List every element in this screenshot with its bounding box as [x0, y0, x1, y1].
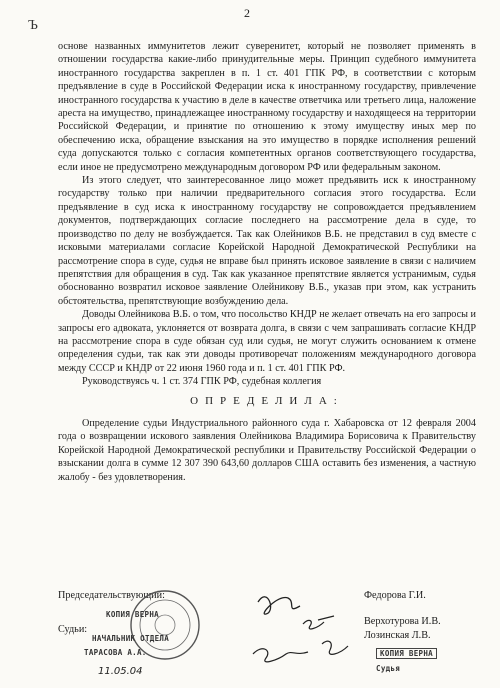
paragraph-1: основе названных иммунитетов лежит суверенитет, который не позволяет применять в отношении государства какие-либо принудительные меры. Принцип судебного иммунитета иностранного государства закреплен в п. 1 ст. 401 ГПК РФ, в соответствии с которым предъявление в суде в Российской Федерации иска к иностранному государству, привлечение иностранного государства к участию в деле в качестве ответчика или третьего лица, наложение ареста на имущество, принадлежащее иностранному государству и находящееся на территории Российской Федерации, и принятие по отношению к этому имуществу иных мер по обеспечению иска, обращение взыскания на это имущество в порядке исполнения решений суда допускаются только с согласия компетентных органов соответствующего государства, если иное не предусмотрено международным договором РФ или федеральным законом. [58, 41, 476, 173]
judge-1-name: Верхотурова И.В. [364, 616, 441, 627]
judges-label: Судьи: [58, 624, 88, 635]
document-body [58, 40, 476, 484]
judge-2-name: Лозинская Л.В. [364, 630, 431, 641]
ruling-heading: ОПРЕДЕЛИЛА: [190, 394, 344, 407]
ruling-paragraph: Определение судьи Индустриального районного суда г. Хабаровска от 12 февраля 2004 года о возвращении искового заявления Олейникова Владимира Борисовича к Правительству Корейской Народной Демократической республики и Правительству Российской Федерации о взыскании долга в сумме 12 307 390 643,60 долларов США оставить без изменения, а частную жалобу - без удовлетворения. [58, 417, 476, 483]
chair-name: Федорова Г.И. [364, 590, 426, 601]
paragraph-2: Из этого следует, что заинтересованное лицо может предъявить иск к иностранному государству только при наличии предварительного согласия этого государства. Если предъявление в суд иска к иностранному государству не сопровождается предъявлением документов, подтверждающих согласие последнего на рассмотрение дела в суде, то производство по делу не возбуждается. Так как Олейников В.Б. не представил в суд вместе с исковыми материалами согласие Корейской Народной Демократической Республики на рассмотрение спора в суде, судья не вправе был принять исковое заявление в связи с наличием препятствия для обращения в суд. Так как указанное препятствие является устранимым, судья обоснованно возвратил исковое заявление Олейникову В.Б., указав при этом, как устранить обстоятельства, препятствующие возбуждению дела. [58, 175, 476, 307]
chair-label: Председательствующий: [58, 590, 165, 601]
signature-scribbles [248, 584, 358, 680]
paragraph-4: Руководствуясь ч. 1 ст. 374 ГПК РФ, судебная коллегия [82, 376, 322, 388]
handwritten-date: 11.05.04 [98, 666, 143, 677]
paragraph-3: Доводы Олейникова В.Б. о том, что посольство КНДР не желает отвечать на его запросы и запросы его адвоката, уклоняется от возврата долга, в связи с чем запрашивать согласие КНДР на рассмотрение спора в суде обязан суд или судья, не могут служить основанием к отмене определения судьи, так как эти доводы противоречат положениям международного договора между СССР и КНДР от 22 июня 1960 года и п. 1 ст. 401 ГПК РФ. [58, 309, 476, 374]
corner-handwritten-mark: Ъ [28, 18, 38, 33]
copy-true-stamp-right: КОПИЯ ВЕРНА [376, 648, 437, 659]
copy-stamp-judge-label: Судья [376, 664, 401, 673]
page-number: 2 [244, 6, 250, 20]
stamp-clerk-name: ТАРАСОВА А.А. [84, 648, 147, 657]
signature-block [58, 590, 478, 686]
stamp-department-head: НАЧАЛЬНИК ОТДЕЛА [92, 634, 170, 643]
stamp-copy-true: КОПИЯ ВЕРНА [106, 610, 159, 619]
